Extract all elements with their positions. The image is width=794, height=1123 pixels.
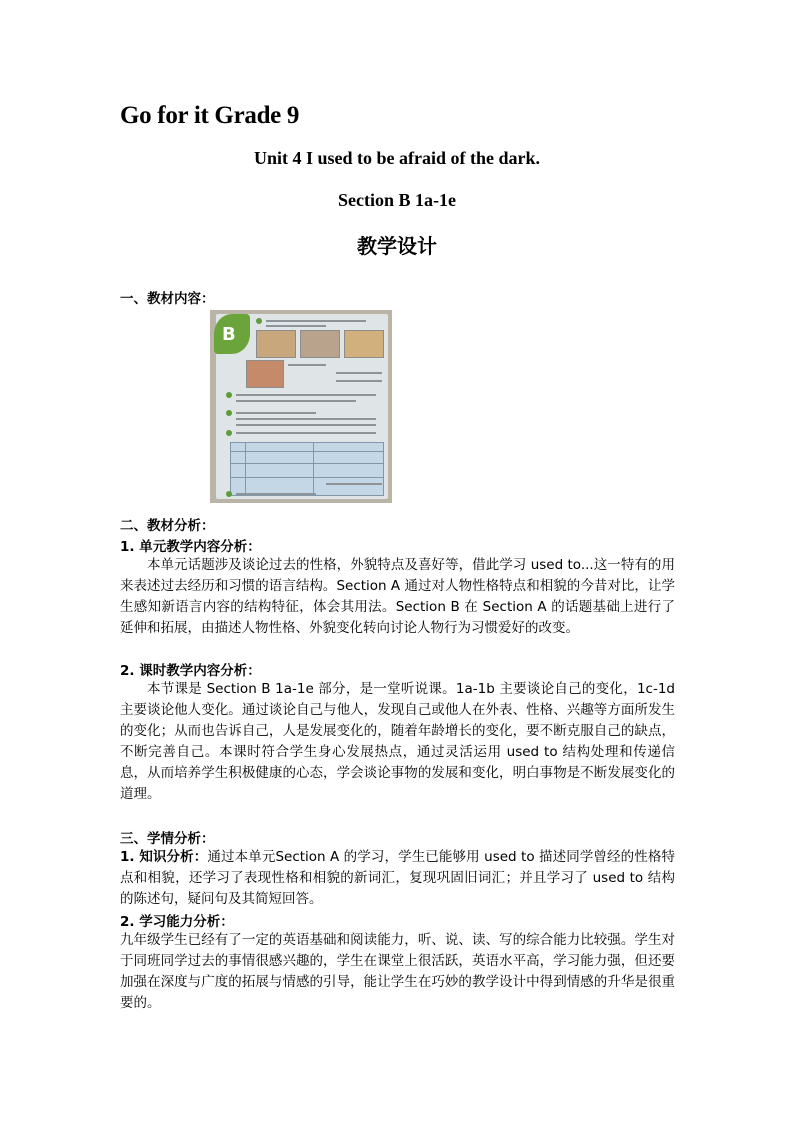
unit-analysis-text: 本单元话题涉及谈论过去的性格，外貌特点及喜好等，借此学习 used to...这一特有的用来表述过去经历和习惯的语言结构。Section A 通过对人物性格特点和相貌的今昔对比，让学生感知新语言内容的结构特征，体会其用法。Section B 在 Section A 的话题基础上进行了延伸和拓展，由描述人物性格、外貌变化转向讨论人物行为习惯爱好的改变。 [120,557,675,636]
part1-heading: 一、教材内容： [120,291,215,307]
illustration-music [344,330,384,358]
textbook-page-image [210,310,392,503]
illustration-candy [246,360,284,388]
teaching-design-title: 教学设计 [357,234,437,258]
lesson-analysis-text: 本节课是 Section B 1a-1e 部分，是一堂听说课。1a-1b 主要谈论自己的变化，1c-1d 主要谈论他人变化。通过谈论自己与他人，发现自己或他人在外表、性格、兴趣等方面所发生的变化；从而也告诉自己，人是发展变化的，随着年龄增长的变化，要不断克服自己的缺点，不断完善自己。本课时符合学生身心发展热点，通过灵活运用 used to 结构处理和传递信息，从而培养学生积极健康的心态，学会谈论事物的发展和变化，明白事物是不断发展变化的道理。 [120,681,675,802]
ability-analysis-text: 九年级学生已经有了一定的英语基础和阅读能力，听、说、读、写的综合能力比较强。学生对于同班同学过去的事情很感兴趣的，学生在课堂上很活跃，英语水平高，学习能力强，但还要加强在深度与广度的拓展与情感的引导，能让学生在巧妙的教学设计中得到情感的升华是很重要的。 [120,932,675,1011]
part2-heading: 二、教材分析： [120,518,215,534]
part3-heading: 三、学情分析： [120,831,215,847]
knowledge-analysis-label: 1. 知识分析： [120,849,208,865]
answer-line [336,372,382,374]
text-line [236,400,356,402]
ability-analysis-heading: 2. 学习能力分析： [120,914,234,930]
leaf-badge [214,314,250,354]
text-line [236,394,376,396]
text-line [266,325,326,327]
knowledge-analysis-paragraph [120,847,675,910]
exercise-marker [226,491,232,497]
text-line [236,493,316,495]
exercise-marker [256,318,262,324]
text-line [266,320,366,322]
unit-title: Unit 4 I used to be afraid of the dark. [253,148,540,168]
textbook-sheet [216,314,388,499]
section-title: Section B 1a-1e [338,190,456,210]
text-line [236,432,376,434]
text-line [236,424,376,426]
answer-line [326,483,382,485]
text-line [236,418,376,420]
exercise-marker [226,392,232,398]
text-line [288,364,326,366]
answer-line [336,380,382,382]
knowledge-analysis-text: 通过本单元Section A 的学习，学生已能够用 used to 描述同学曾经的性格特点和相貌，还学习了表现性格和相貌的新词汇，复现巩固旧词汇；并且学习了 used to 结构的陈述句，疑问句及其简短回答。 [120,849,675,907]
unit-analysis-heading: 1. 单元教学内容分析： [120,539,261,555]
document-title: Go for it Grade 9 [120,102,300,129]
illustration-pe-class [256,330,296,358]
text-line [236,412,316,414]
listening-chart [230,442,384,496]
illustration-painting [300,330,340,358]
exercise-marker [226,410,232,416]
lesson-analysis-heading: 2. 课时教学内容分析： [120,663,261,679]
exercise-marker [226,430,232,436]
badge-letter: B [222,324,236,345]
